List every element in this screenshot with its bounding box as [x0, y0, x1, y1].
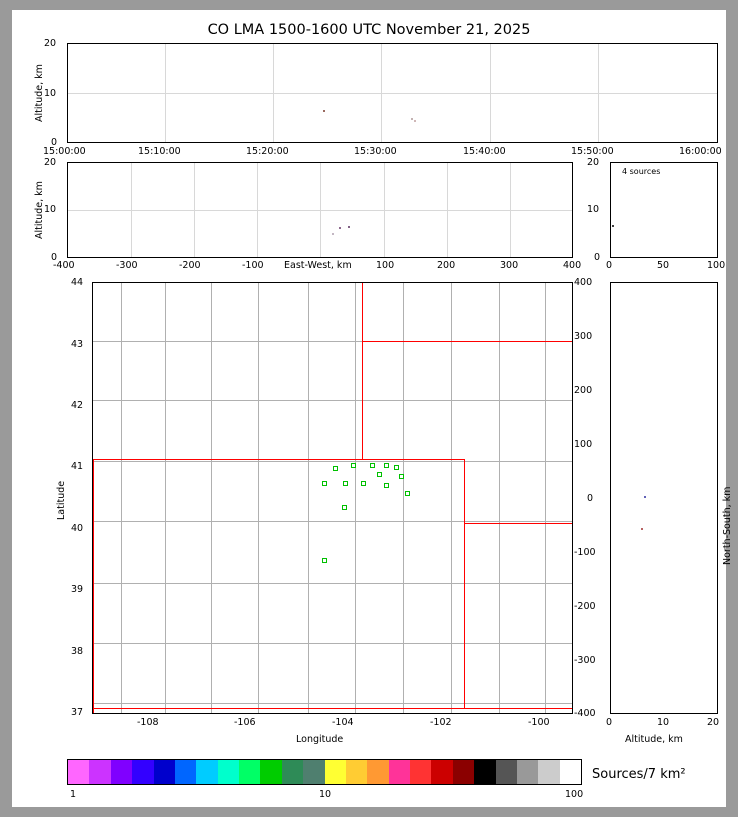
x-axis-label: Longitude — [296, 734, 344, 745]
x-tick-label: 50 — [657, 260, 670, 271]
colorbar-tick: 1 — [70, 789, 77, 800]
source-cell — [351, 463, 356, 468]
x-tick-label: 16:00:00 — [679, 146, 722, 157]
gridline — [165, 44, 166, 142]
state-border — [362, 341, 572, 342]
source-cell — [384, 463, 389, 468]
data-point — [414, 120, 416, 122]
source-cell — [394, 465, 399, 470]
x-tick-label: 15:10:00 — [138, 146, 181, 157]
source-cell — [370, 463, 375, 468]
gridline — [510, 163, 511, 257]
colorbar-swatch-5 — [175, 760, 196, 784]
x-tick-label: -100 — [528, 717, 550, 728]
x-tick-label: -100 — [242, 260, 264, 271]
county-line — [258, 283, 259, 713]
y-tick-label: -400 — [574, 708, 596, 719]
y-tick-label: 20 — [44, 38, 57, 49]
gridline — [381, 44, 382, 142]
histogram-bar — [612, 225, 614, 227]
y-tick-label: 20 — [44, 157, 57, 168]
eastwest-altitude-plot-area — [68, 163, 572, 257]
colorbar-swatch-20 — [496, 760, 517, 784]
colorbar-swatch-10 — [282, 760, 303, 784]
y-tick-label: 400 — [574, 277, 593, 288]
x-tick-label: 20 — [707, 717, 720, 728]
source-cell — [399, 474, 404, 479]
county-line — [165, 283, 166, 713]
colorbar-swatch-16 — [410, 760, 431, 784]
eastwest-altitude-panel — [67, 162, 573, 258]
county-line — [499, 283, 500, 713]
colorbar-swatch-6 — [196, 760, 217, 784]
x-tick-label: -104 — [332, 717, 354, 728]
colorbar-swatch-22 — [538, 760, 559, 784]
y-axis-label: Latitude — [56, 480, 67, 520]
x-tick-label: -106 — [234, 717, 256, 728]
colorbar-swatch-23 — [560, 760, 581, 784]
data-point — [323, 110, 325, 112]
y-tick-label: 0 — [51, 137, 58, 148]
y-tick-label: 44 — [71, 277, 84, 288]
colorbar-swatch-1 — [89, 760, 110, 784]
source-count-annotation: 4 sources — [622, 167, 661, 176]
source-cell — [322, 481, 327, 486]
time-altitude-plot-area — [68, 44, 717, 142]
source-cell — [333, 466, 338, 471]
colorbar-swatch-7 — [218, 760, 239, 784]
x-tick-label: 15:50:00 — [571, 146, 614, 157]
map-panel — [92, 282, 573, 714]
data-point — [332, 233, 334, 235]
colorbar-swatch-11 — [303, 760, 324, 784]
gridline — [598, 44, 599, 142]
x-tick-label: -200 — [179, 260, 201, 271]
county-line — [403, 283, 404, 713]
y-tick-label: -300 — [574, 655, 596, 666]
colorbar-swatch-14 — [367, 760, 388, 784]
source-cell — [361, 481, 366, 486]
source-histogram-panel — [610, 162, 718, 258]
x-tick-label: 15:40:00 — [463, 146, 506, 157]
y-tick-label: 0 — [594, 252, 601, 263]
x-tick-label: 15:00:00 — [43, 146, 86, 157]
colorbar-swatch-19 — [474, 760, 495, 784]
figure-canvas — [12, 10, 733, 807]
y-tick-label: 10 — [44, 204, 57, 215]
x-tick-label: -108 — [137, 717, 159, 728]
source-cell — [343, 481, 348, 486]
y-tick-label: 200 — [574, 385, 593, 396]
source-cell — [384, 483, 389, 488]
y-tick-label: 300 — [574, 331, 593, 342]
state-border — [464, 459, 465, 524]
data-point — [641, 528, 643, 530]
colorbar-swatch-4 — [154, 760, 175, 784]
y-tick-label: 10 — [44, 88, 57, 99]
x-tick-label: 200 — [437, 260, 456, 271]
data-point — [644, 496, 646, 498]
colorbar-swatch-9 — [260, 760, 281, 784]
source-cell — [342, 505, 347, 510]
x-axis-label: East-West, km — [284, 260, 352, 271]
gridline — [490, 44, 491, 142]
gridline — [131, 163, 132, 257]
colorbar-tick: 10 — [319, 789, 332, 800]
y-tick-label: 40 — [71, 523, 84, 534]
y-tick-label: 38 — [71, 646, 84, 657]
x-tick-label: -102 — [430, 717, 452, 728]
x-tick-label: 400 — [563, 260, 582, 271]
y-axis-label: Altitude, km — [34, 181, 45, 239]
colorbar-swatch-0 — [68, 760, 89, 784]
gridline — [384, 163, 385, 257]
x-axis-label: Altitude, km — [625, 734, 683, 745]
y-tick-label: 42 — [71, 400, 84, 411]
colorbar-swatch-18 — [453, 760, 474, 784]
county-line — [451, 283, 452, 713]
source-cell — [322, 558, 327, 563]
county-line — [121, 283, 122, 713]
x-tick-label: 0 — [606, 260, 613, 271]
gridline — [257, 163, 258, 257]
county-line — [355, 283, 356, 713]
gridline — [273, 44, 274, 142]
source-cell — [405, 491, 410, 496]
state-border — [362, 283, 363, 460]
y-tick-label: 10 — [587, 204, 600, 215]
y-tick-label: 0 — [51, 252, 58, 263]
x-tick-label: 100 — [707, 260, 726, 271]
x-tick-label: 15:20:00 — [246, 146, 289, 157]
gridline — [447, 163, 448, 257]
y-tick-label: 41 — [71, 461, 84, 472]
state-border — [464, 523, 572, 524]
gridline — [194, 163, 195, 257]
colorbar — [67, 759, 582, 785]
y-tick-label: -200 — [574, 601, 596, 612]
x-tick-label: 10 — [657, 717, 670, 728]
x-tick-label: 300 — [500, 260, 519, 271]
y-tick-label: 37 — [71, 707, 84, 718]
y-tick-label: 43 — [71, 339, 84, 350]
county-line — [308, 283, 309, 713]
x-tick-label: 100 — [376, 260, 395, 271]
y-tick-label: 39 — [71, 584, 84, 595]
y-axis-label: Altitude, km — [34, 64, 45, 122]
x-tick-label: -300 — [116, 260, 138, 271]
gridline — [320, 163, 321, 257]
altitude-northsouth-panel — [610, 282, 718, 714]
y-tick-label: 20 — [587, 157, 600, 168]
x-tick-label: -400 — [53, 260, 75, 271]
x-tick-label: 15:30:00 — [354, 146, 397, 157]
county-line — [211, 283, 212, 713]
colorbar-swatch-15 — [389, 760, 410, 784]
colorbar-label: Sources/7 km² — [592, 767, 686, 782]
x-tick-label: 0 — [606, 717, 613, 728]
state-border — [93, 459, 94, 713]
county-line — [545, 283, 546, 713]
map-plot-area — [93, 283, 572, 713]
colorbar-swatch-8 — [239, 760, 260, 784]
colorbar-swatch-21 — [517, 760, 538, 784]
figure-title: CO LMA 1500-1600 UTC November 21, 2025 — [207, 22, 531, 38]
colorbar-swatch-17 — [431, 760, 452, 784]
colorbar-swatch-12 — [325, 760, 346, 784]
colorbar-swatch-13 — [346, 760, 367, 784]
state-border — [93, 708, 572, 709]
source-cell — [377, 472, 382, 477]
y-tick-label: -100 — [574, 547, 596, 558]
time-altitude-panel — [67, 43, 718, 143]
y-tick-label: 100 — [574, 439, 593, 450]
altitude-northsouth-plot-area — [611, 283, 717, 713]
colorbar-swatch-2 — [111, 760, 132, 784]
colorbar-tick: 100 — [565, 789, 584, 800]
histogram-plot-area — [611, 163, 717, 257]
state-border — [464, 523, 465, 709]
y-tick-label: 0 — [587, 493, 594, 504]
colorbar-swatch-3 — [132, 760, 153, 784]
data-point — [339, 227, 341, 229]
state-border — [93, 459, 464, 460]
y-axis-label: North-South, km — [722, 486, 733, 565]
data-point — [348, 226, 350, 228]
data-point — [411, 118, 413, 120]
